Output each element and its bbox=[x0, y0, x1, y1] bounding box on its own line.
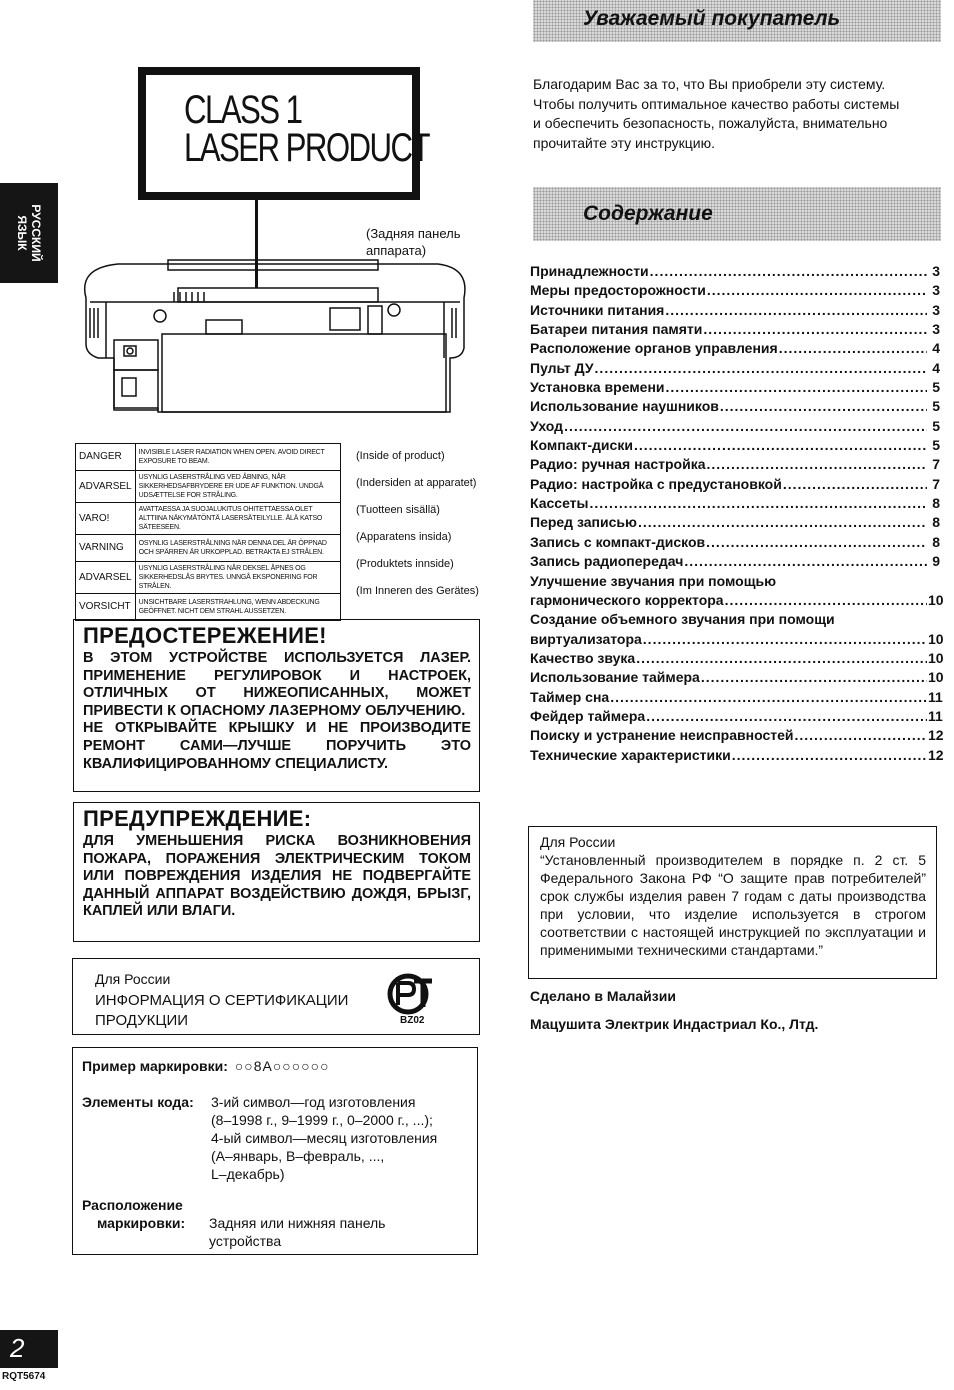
toc-entry-page: 9 bbox=[932, 553, 940, 570]
toc-entry-page: 3 bbox=[932, 301, 940, 318]
contents-heading-bar bbox=[533, 187, 941, 241]
toc-leader-dots bbox=[720, 398, 927, 414]
warning-text: ДЛЯ УМЕНЬШЕНИЯ РИСКА ВОЗНИКНОВЕНИЯ ПОЖАРА, ПОРАЖЕНИЯ ЭЛЕКТРИЧЕСКИМ ТОКОМ ИЛИ ПОВРЕЖДЕНИЯ ИЗДЕЛИЯ НЕ ПОДВЕРГАЙТЕ ДАННЫЙ АППАРАТ ВОЗДЕЙСТВИЮ ДОЖДЯ, БРЫЗГ, КАПЛЕЙ ИЛИ ВЛАГИ. bbox=[83, 833, 471, 920]
marking-example-label: Пример маркировки: bbox=[82, 1058, 228, 1074]
toc-entry-title: Уход bbox=[530, 417, 564, 434]
marking-location-line: Задняя или нижняя панель bbox=[209, 1215, 386, 1231]
toc-leader-dots bbox=[794, 727, 927, 743]
code-elements-list bbox=[211, 1093, 437, 1183]
toc-entry-title: Таймер сна bbox=[530, 688, 610, 705]
code-element-line: 3-ий символ—год изготовления bbox=[211, 1094, 416, 1110]
intro-line: Чтобы получить оптимальное качество работы системы bbox=[533, 95, 900, 112]
table-row bbox=[76, 503, 341, 535]
toc-entry-title: Радио: ручная настройка bbox=[530, 456, 706, 473]
toc-leader-dots bbox=[643, 631, 927, 647]
warning-label-text: AVATTAESSA JA SUOJALUKITUS OHITETTAESSA OLET ALTTIINA NÄKYMÄTÖNTÄ LASERSÄTEILYLLE. ÄLÄ KATSO SÄTEESEEN. bbox=[135, 503, 340, 535]
toc-entry-title: Перед записью bbox=[530, 514, 637, 531]
toc-leader-dots bbox=[701, 669, 927, 685]
toc-leader-dots bbox=[595, 360, 927, 376]
toc-entry bbox=[530, 669, 944, 688]
toc-entry bbox=[530, 398, 940, 417]
toc-entry-page: 12 bbox=[928, 746, 944, 763]
toc-leader-dots bbox=[703, 321, 927, 337]
toc-leader-dots bbox=[779, 340, 927, 356]
page-number: 2 bbox=[0, 1330, 58, 1368]
toc-entry-title: Запись радиопередач bbox=[530, 553, 684, 570]
toc-entry-page: 5 bbox=[932, 379, 940, 396]
toc-entry-title: Улучшение звучания при помощью bbox=[530, 572, 777, 589]
cert-code: BZ02 bbox=[400, 1015, 425, 1026]
toc-entry-title: Кассеты bbox=[530, 495, 589, 512]
toc-entry-title: Использование таймера bbox=[530, 669, 700, 686]
document-code: RQT5674 bbox=[2, 1371, 46, 1382]
cert-title-line2: ПРОДУКЦИИ bbox=[95, 1012, 189, 1029]
toc-entry bbox=[530, 707, 943, 727]
toc-entry-page: 7 bbox=[932, 475, 940, 492]
warning-location: (Produktets innside) bbox=[356, 558, 454, 570]
toc-entry bbox=[530, 437, 940, 456]
toc-entry-page: 8 bbox=[932, 514, 940, 531]
toc-entry bbox=[530, 573, 940, 592]
intro-line: Благодарим Вас за то, что Вы приобрели эту систему. bbox=[533, 76, 886, 92]
toc-entry bbox=[530, 630, 944, 650]
toc-entry-page: 11 bbox=[928, 707, 943, 724]
toc-entry bbox=[530, 495, 940, 514]
toc-entry-title: гармонического корректора bbox=[530, 591, 724, 608]
toc-entry bbox=[530, 418, 940, 437]
toc-entry bbox=[530, 611, 940, 630]
toc-leader-dots bbox=[725, 592, 927, 608]
language-tab-label: РУССКИЙ ЯЗЫК bbox=[15, 204, 43, 262]
contents-heading: Содержание bbox=[583, 202, 713, 225]
toc-entry-page: 12 bbox=[928, 727, 944, 744]
warning-label-name: ADVARSEL bbox=[76, 471, 136, 503]
toc-entry-title: Запись с компакт-дисков bbox=[530, 533, 706, 550]
toc-entry-page: 10 bbox=[928, 591, 944, 608]
marking-location-line: устройства bbox=[209, 1233, 282, 1249]
toc-entry-page: 3 bbox=[932, 282, 940, 299]
warning-box bbox=[73, 802, 480, 942]
toc-entry-page: 4 bbox=[932, 340, 940, 357]
toc-leader-dots bbox=[666, 379, 927, 395]
caution-box bbox=[73, 619, 480, 792]
toc-entry bbox=[530, 456, 940, 475]
made-in: Сделано в Малайзии bbox=[530, 988, 676, 1004]
dear-customer-heading-bar bbox=[533, 0, 941, 42]
warning-label-name: ADVARSEL bbox=[76, 562, 136, 594]
table-of-contents bbox=[530, 263, 944, 766]
code-elements-label: Элементы кода: bbox=[82, 1094, 194, 1110]
toc-leader-dots bbox=[634, 437, 927, 453]
intro-line: и обеспечить безопасность, пожалуйста, внимательно bbox=[533, 115, 888, 131]
table-row bbox=[76, 471, 341, 503]
toc-entry bbox=[530, 263, 940, 282]
code-element-line: (A–январь, B–февраль, ..., bbox=[211, 1148, 385, 1164]
marking-location-text bbox=[209, 1214, 385, 1250]
certification-box bbox=[72, 958, 480, 1035]
toc-entry-title: Создание объемного звучания при помощи bbox=[530, 611, 835, 628]
toc-leader-dots bbox=[783, 476, 927, 492]
manufacturer: Мацушита Электрик Индастриал Ко., Лтд. bbox=[530, 1016, 819, 1032]
toc-entry-title: Компакт-диски bbox=[530, 437, 633, 454]
toc-entry-title: Установка времени bbox=[530, 379, 665, 396]
toc-entry-page: 10 bbox=[928, 630, 944, 647]
toc-entry-title: Фейдер таймера bbox=[530, 707, 646, 724]
warning-location: (Tuotteen sisällä) bbox=[356, 504, 440, 516]
toc-leader-dots bbox=[707, 456, 927, 472]
code-element-line: L–декабрь) bbox=[211, 1166, 285, 1182]
toc-entry bbox=[530, 649, 944, 669]
toc-entry-title: Радио: настройка с предустановкой bbox=[530, 475, 782, 492]
toc-entry bbox=[530, 727, 944, 746]
toc-entry-page: 3 bbox=[932, 263, 940, 279]
toc-leader-dots bbox=[636, 650, 927, 666]
warning-label-text: UNSICHTBARE LASERSTRAHLUNG, WENN ABDECKUNG GEÖFFNET. NICHT DEM STRAHL AUSSETZEN. bbox=[135, 594, 340, 621]
toc-entry-page: 5 bbox=[932, 417, 940, 434]
intro-line: прочитайте эту инструкцию. bbox=[533, 134, 715, 151]
code-element-line: (8–1998 г., 9–1999 г., 0–2000 г., ...); bbox=[211, 1112, 433, 1128]
toc-entry-title: Качество звука bbox=[530, 649, 636, 666]
toc-entry bbox=[530, 688, 943, 708]
rear-panel-note: (Задняя панель аппарата) bbox=[366, 226, 461, 258]
toc-entry bbox=[530, 553, 940, 572]
warning-label-name: DANGER bbox=[76, 444, 136, 471]
toc-entry-page: 10 bbox=[928, 649, 944, 666]
cert-region: Для России bbox=[95, 971, 171, 987]
warning-label-name: VARO! bbox=[76, 503, 136, 535]
warning-location: (Im Inneren des Gerätes) bbox=[356, 585, 479, 597]
warning-label-name: VARNING bbox=[76, 535, 136, 562]
toc-entry-title: Источники питания bbox=[530, 301, 665, 318]
toc-entry bbox=[530, 282, 940, 301]
service-life-region: Для России bbox=[540, 834, 616, 850]
code-element-line: 4-ый символ—месяц изготовления bbox=[211, 1130, 438, 1146]
toc-leader-dots bbox=[564, 418, 927, 434]
toc-entry bbox=[530, 534, 940, 553]
warning-label-text: USYNLIG LASERSTRÅLING NÅR DEKSEL ÅPNES OG SIKKERHEDSLÅS BRYTES. UNNGÅ EKSPONERING FOR STRÅLEN. bbox=[135, 562, 340, 594]
table-row bbox=[76, 594, 341, 621]
laser-warning-labels-table bbox=[75, 443, 341, 621]
cert-title bbox=[95, 991, 348, 1031]
toc-entry bbox=[530, 360, 940, 379]
toc-entry bbox=[530, 591, 944, 611]
device-rear-illustration bbox=[78, 258, 472, 418]
marking-info-box bbox=[72, 1047, 478, 1255]
caution-text-2: НЕ ОТКРЫВАЙТЕ КРЫШКУ И НЕ ПРОИЗВОДИТЕ РЕМОНТ САМИ—ЛУЧШЕ ПОРУЧИТЬ ЭТО КВАЛИФИЦИРОВАННОМУ СПЕЦИАЛИСТУ. bbox=[83, 720, 471, 772]
toc-leader-dots bbox=[732, 747, 927, 763]
warning-title: ПРЕДУПРЕЖДЕНИЕ: bbox=[83, 806, 312, 831]
toc-entry-title: виртуализатора bbox=[530, 630, 642, 647]
laser-class-label bbox=[138, 67, 429, 200]
warning-location: (Indersiden at apparatet) bbox=[356, 477, 477, 489]
service-life-box bbox=[528, 826, 937, 979]
toc-leader-dots bbox=[638, 514, 927, 530]
toc-leader-dots bbox=[646, 708, 927, 724]
toc-entry bbox=[530, 321, 940, 340]
toc-entry bbox=[530, 476, 940, 495]
service-life-text: “Установленный производителем в порядке п. 2 ст. 5 Федерального Закона РФ “О защите прав потребителей” срок службы изделия равен 7 годам с даты производства при условии, что изделие используется в строгом соответствии с настоящей инструкцией по эксплуатации и применимыми техническими стандартами.” bbox=[540, 852, 926, 958]
toc-entry-title: Батареи питания памяти bbox=[530, 321, 703, 338]
warning-label-name: VORSICHT bbox=[76, 594, 136, 621]
toc-leader-dots bbox=[610, 689, 927, 705]
marking-location-label-1: Расположение bbox=[82, 1197, 183, 1213]
warning-location: (Apparatens insida) bbox=[356, 531, 452, 543]
toc-entry-title: Расположение органов управления bbox=[530, 340, 778, 357]
toc-entry-page: 5 bbox=[932, 437, 940, 454]
toc-leader-dots bbox=[684, 553, 927, 569]
toc-leader-dots bbox=[590, 495, 928, 511]
dear-customer-heading: Уважаемый покупатель bbox=[583, 7, 841, 30]
toc-entry bbox=[530, 746, 944, 766]
toc-entry-title: Пульт ДУ bbox=[530, 359, 594, 376]
toc-entry-title: Меры предосторожности bbox=[530, 282, 706, 299]
toc-entry bbox=[530, 302, 940, 321]
marking-example-value: ○○8A○○○○○○ bbox=[234, 1058, 330, 1074]
warning-location: (Inside of product) bbox=[356, 450, 445, 462]
toc-entry-page: 3 bbox=[932, 321, 940, 338]
caution-title: ПРЕДОСТЕРЕЖЕНИЕ! bbox=[83, 623, 327, 648]
table-row bbox=[76, 535, 341, 562]
warning-label-locations bbox=[356, 443, 496, 605]
table-row bbox=[76, 562, 341, 594]
marking-example bbox=[82, 1057, 330, 1075]
laser-label-line2: LASER PRODUCT bbox=[184, 126, 429, 170]
toc-entry-page: 7 bbox=[932, 456, 940, 473]
toc-entry-title: Использование наушников bbox=[530, 398, 719, 415]
toc-entry-page: 8 bbox=[932, 533, 940, 550]
toc-leader-dots bbox=[706, 534, 927, 550]
language-tab bbox=[0, 183, 58, 283]
caution-text-1: В ЭТОМ УСТРОЙСТВЕ ИСПОЛЬЗУЕТСЯ ЛАЗЕР. ПРИМЕНЕНИЕ РЕГУЛИРОВОК И НАСТРОЕК, ОТЛИЧНЫХ ОТ НИЖЕОПИСАННЫХ, МОЖЕТ ПРИВЕСТИ К ОПАСНОМУ ЛАЗЕРНОМУ ОБЛУЧЕНИЮ. bbox=[83, 650, 471, 719]
toc-entry bbox=[530, 514, 940, 533]
toc-entry-title: Технические характеристики bbox=[530, 746, 731, 763]
toc-entry-page: 10 bbox=[928, 669, 944, 686]
toc-leader-dots bbox=[665, 302, 927, 318]
toc-entry-page: 8 bbox=[932, 495, 940, 512]
intro-text bbox=[533, 75, 943, 153]
toc-entry-page: 11 bbox=[928, 688, 943, 705]
toc-entry bbox=[530, 379, 940, 398]
cert-title-line1: ИНФОРМАЦИЯ О СЕРТИФИКАЦИИ bbox=[95, 992, 349, 1009]
toc-entry-page: 5 bbox=[932, 398, 940, 415]
gost-certification-icon bbox=[386, 973, 434, 1015]
marking-location-label-2: маркировки: bbox=[97, 1215, 186, 1231]
toc-entry-page: 4 bbox=[932, 359, 940, 376]
warning-label-text: USYNLIG LASERSTRÅLING VED ÅBNING, NÅR SIKKERHEDSAFBRYDERE ER UDE AF FUNKTION. UNDGÅ UDSÆTTELSE FOR STRÅLING. bbox=[135, 471, 340, 503]
warning-label-text: INVISIBLE LASER RADIATION WHEN OPEN. AVOID DIRECT EXPOSURE TO BEAM. bbox=[135, 444, 340, 471]
toc-leader-dots bbox=[650, 263, 927, 279]
toc-entry bbox=[530, 340, 940, 359]
warning-label-text: OSYNLIG LASERSTRÅLNING NÄR DENNA DEL ÄR ÖPPNAD OCH SPÄRREN ÄR URKOPPLAD. BETRAKTA EJ STRÅLEN. bbox=[135, 535, 340, 562]
toc-leader-dots bbox=[707, 282, 927, 298]
toc-entry-title: Поиску и устранение неисправностей bbox=[530, 727, 794, 744]
laser-label-line1: CLASS 1 bbox=[184, 88, 302, 132]
table-row bbox=[76, 444, 341, 471]
toc-entry-title: Принадлежности bbox=[530, 263, 649, 279]
